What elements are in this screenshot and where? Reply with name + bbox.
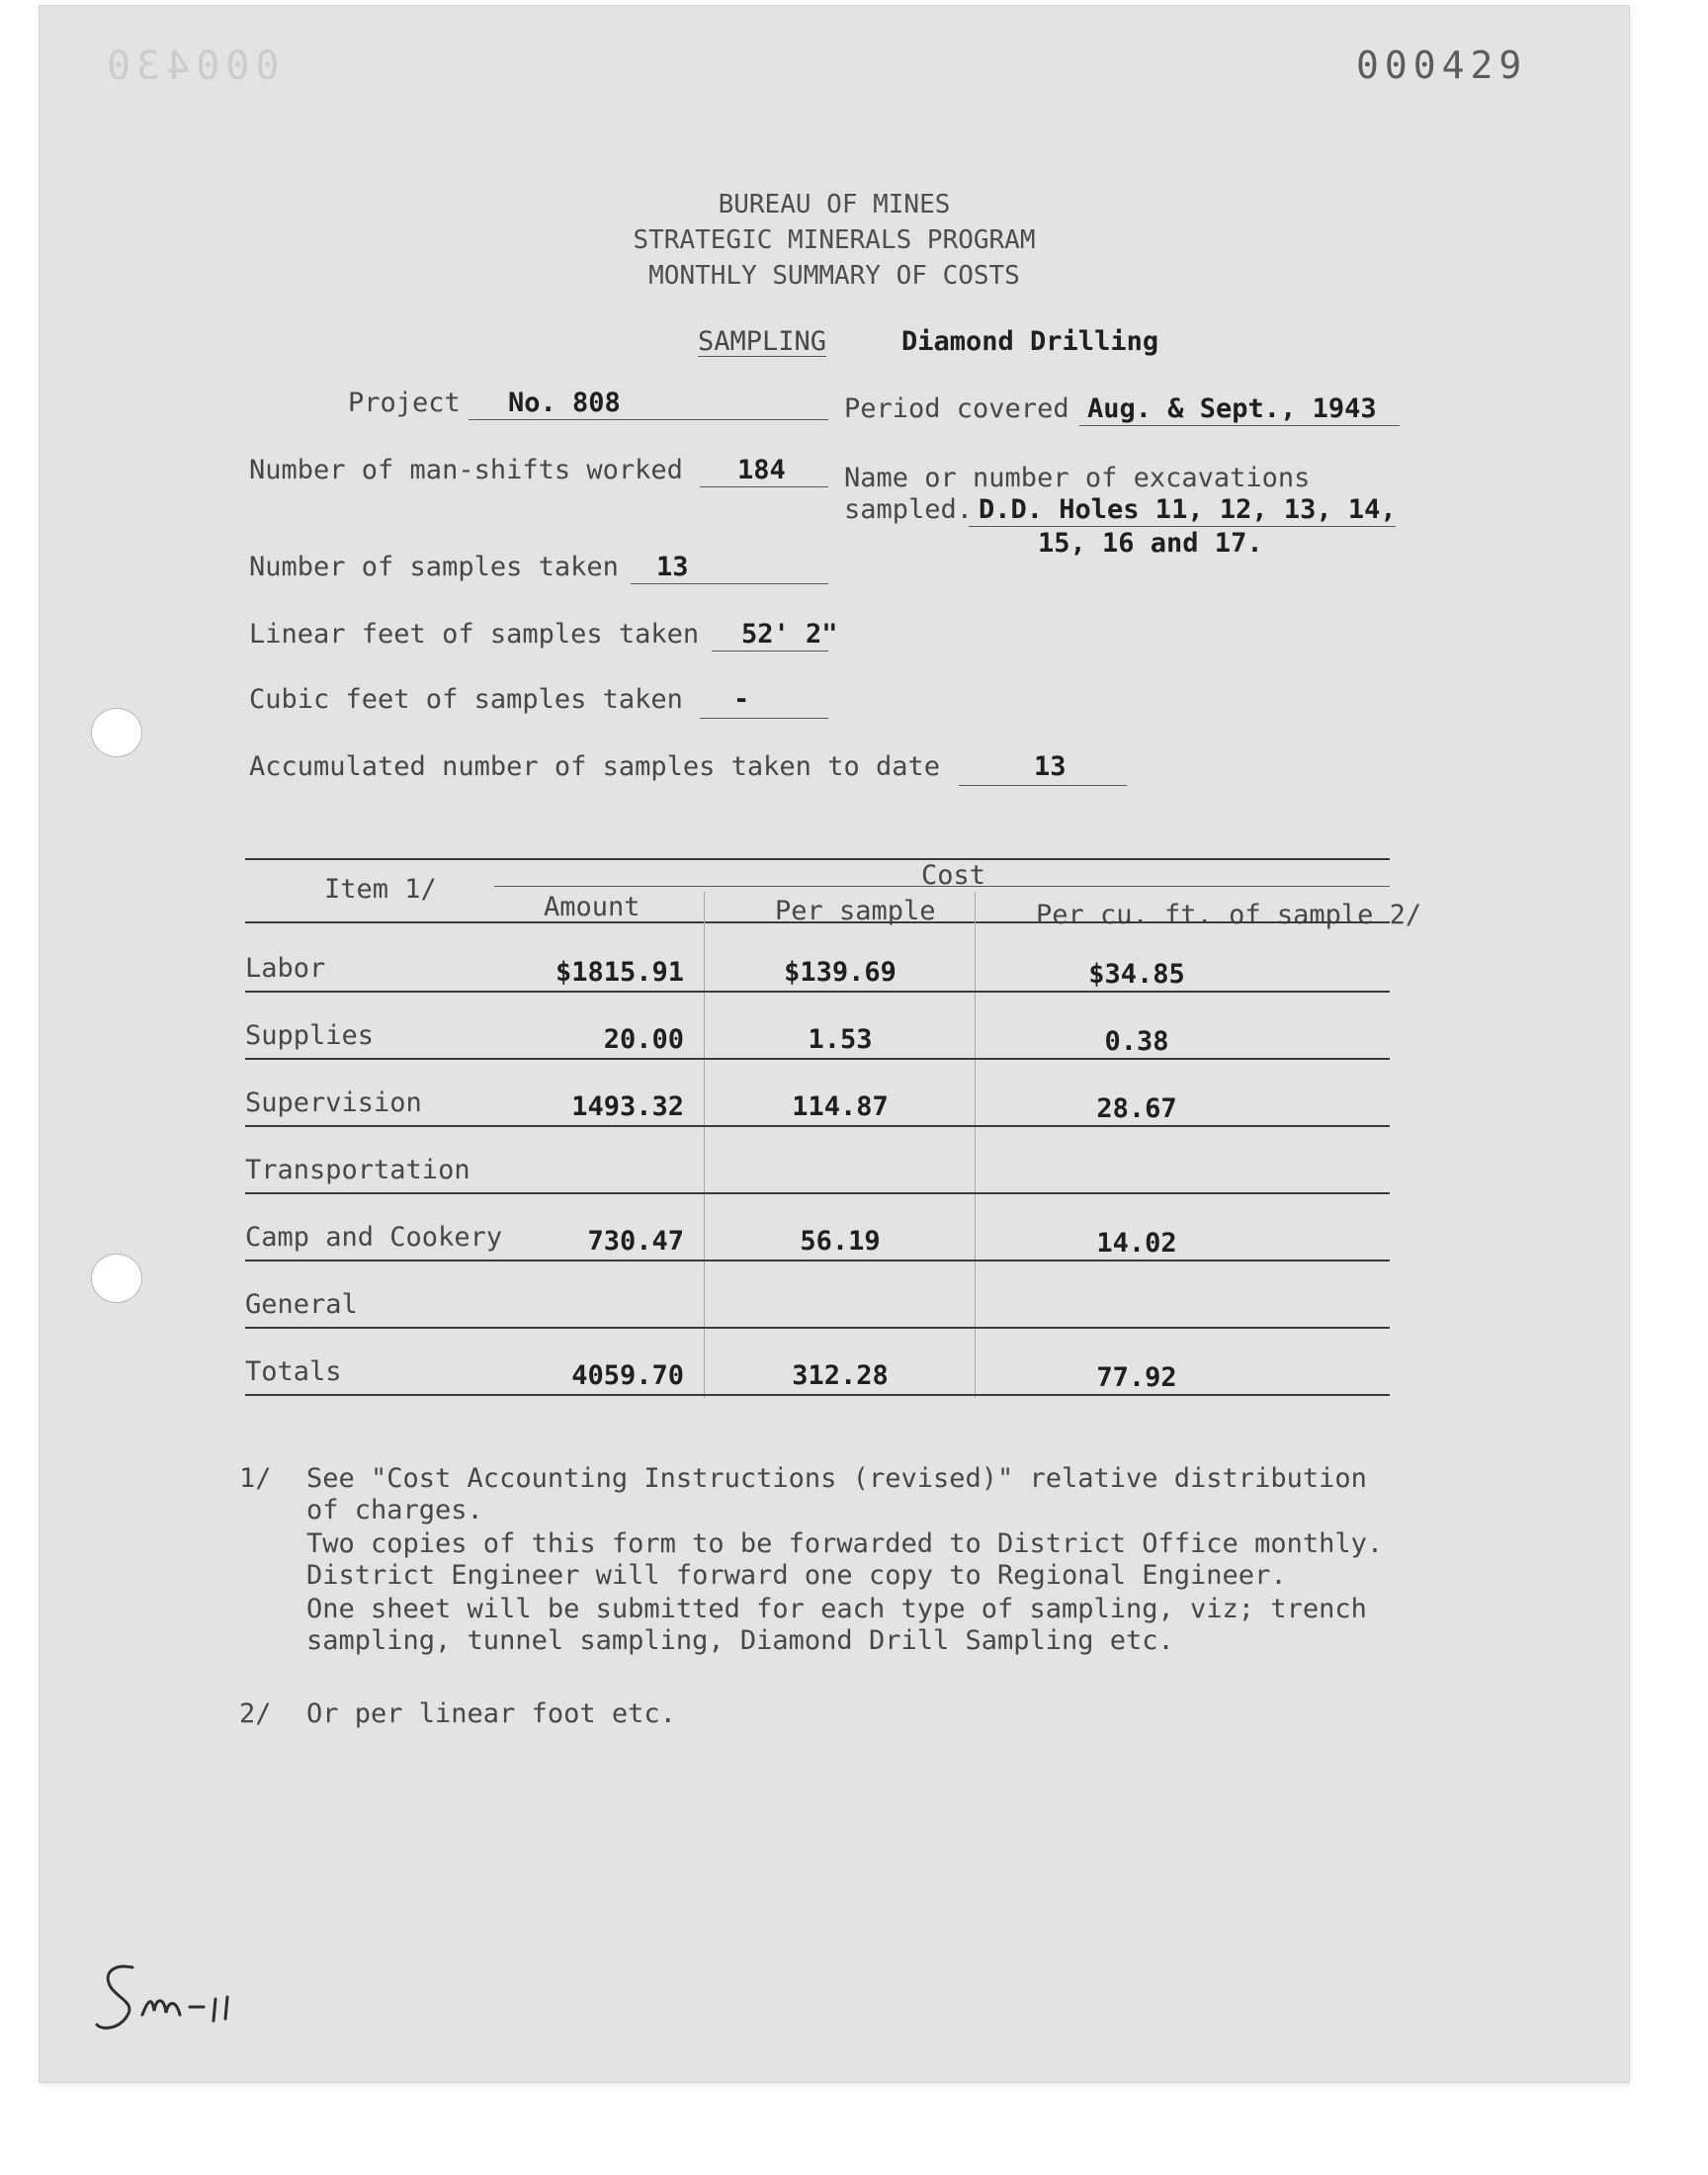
- samples-label: Number of samples taken: [249, 552, 619, 582]
- project-underline: [469, 419, 828, 420]
- period-label: Period covered: [844, 393, 1069, 424]
- row-item-general: General: [245, 1289, 358, 1320]
- bleed-through-number: 000430: [101, 44, 280, 89]
- row-per-cuft-supplies: 0.38: [1104, 1026, 1169, 1057]
- footnote-2-text: Or per linear foot etc.: [306, 1698, 676, 1729]
- column-divider-1: [704, 892, 705, 1398]
- column-per-sample: Per sample: [775, 896, 936, 926]
- man-shifts-underline: [700, 486, 828, 487]
- period-underline: [1079, 425, 1400, 426]
- man-shifts-label: Number of man-shifts worked: [249, 455, 683, 485]
- project-value: No. 808: [508, 388, 621, 418]
- cubic-feet-label: Cubic feet of samples taken: [249, 684, 683, 715]
- row-amount-supplies: 20.00: [603, 1024, 684, 1055]
- footnote-1-line-6: sampling, tunnel sampling, Diamond Drill Sampling etc.: [306, 1625, 1174, 1656]
- row-per-sample-supplies: 1.53: [808, 1024, 873, 1055]
- row-amount-supervision: 1493.32: [571, 1091, 684, 1122]
- document-sheet: [40, 6, 1629, 2082]
- excavations-label-1: Name or number of excavations: [844, 463, 1311, 493]
- row-per-sample-labor: $139.69: [784, 957, 897, 988]
- handwritten-signature: [93, 1959, 271, 2048]
- row-amount-totals: 4059.70: [571, 1360, 684, 1391]
- row-rule-labor: [245, 991, 1390, 993]
- header-bureau: BUREAU OF MINES: [718, 190, 951, 219]
- row-per-cuft-camp-and-cookery: 14.02: [1096, 1228, 1177, 1259]
- row-item-supervision: Supervision: [245, 1088, 422, 1118]
- row-item-transportation: Transportation: [245, 1155, 470, 1185]
- linear-feet-label: Linear feet of samples taken: [249, 619, 700, 650]
- row-rule-supervision: [245, 1125, 1390, 1127]
- header-program: STRATEGIC MINERALS PROGRAM: [633, 225, 1036, 255]
- row-per-cuft-labor: $34.85: [1088, 959, 1185, 990]
- row-per-sample-supervision: 114.87: [792, 1091, 889, 1122]
- row-per-cuft-totals: 77.92: [1096, 1362, 1177, 1393]
- row-rule-transportation: [245, 1192, 1390, 1194]
- row-per-sample-totals: 312.28: [792, 1360, 889, 1391]
- excavations-value-2: 15, 16 and 17.: [1038, 528, 1263, 559]
- row-rule-supplies: [245, 1058, 1390, 1060]
- footnote-1-line-3: Two copies of this form to be forwarded to District Office monthly.: [306, 1528, 1384, 1559]
- row-item-totals: Totals: [245, 1356, 342, 1387]
- samples-value: 13: [656, 552, 689, 582]
- accumulated-value: 13: [1034, 751, 1067, 782]
- row-rule-general: [245, 1327, 1390, 1329]
- punch-hole-bottom: [91, 1254, 142, 1303]
- man-shifts-value: 184: [737, 455, 786, 485]
- row-item-camp-and-cookery: Camp and Cookery: [245, 1222, 503, 1253]
- footnote-2-marker: 2/: [239, 1698, 272, 1729]
- column-per-cuft: Per cu. ft. of sample 2/: [1036, 900, 1422, 930]
- linear-feet-underline: [712, 651, 828, 652]
- excavations-value-1: D.D. Holes 11, 12, 13, 14,: [979, 494, 1397, 525]
- column-amount: Amount: [544, 892, 640, 922]
- cubic-feet-underline: [700, 718, 828, 719]
- period-value: Aug. & Sept., 1943: [1087, 393, 1377, 424]
- row-rule-camp-and-cookery: [245, 1260, 1390, 1262]
- footnote-1-line-4: District Engineer will forward one copy to Regional Engineer.: [306, 1560, 1287, 1591]
- sampling-type: Diamond Drilling: [901, 326, 1159, 357]
- table-top-rule: [245, 858, 1390, 860]
- samples-underline: [631, 583, 828, 584]
- item-header: Item 1/: [324, 874, 437, 905]
- project-label: Project: [348, 388, 461, 418]
- table-header-rule: [245, 921, 1390, 923]
- cubic-feet-value: -: [733, 684, 750, 715]
- footnote-1-line-2: of charges.: [306, 1495, 483, 1525]
- linear-feet-value: 52' 2": [741, 619, 838, 650]
- footnote-1-marker: 1/: [239, 1463, 272, 1494]
- excavations-label-2: sampled.: [844, 494, 974, 525]
- row-item-supplies: Supplies: [245, 1020, 375, 1051]
- row-item-labor: Labor: [245, 953, 326, 984]
- excavations-underline: [969, 526, 1396, 527]
- punch-hole-top: [91, 708, 142, 757]
- document-number: 000429: [1356, 44, 1528, 87]
- cost-header-rule: [494, 886, 1390, 887]
- accumulated-label: Accumulated number of samples taken to date: [249, 751, 940, 782]
- sampling-underline: [698, 356, 826, 357]
- header-summary: MONTHLY SUMMARY OF COSTS: [648, 261, 1020, 291]
- column-divider-2: [975, 892, 976, 1398]
- row-per-cuft-supervision: 28.67: [1096, 1093, 1177, 1124]
- row-rule-totals: [245, 1394, 1390, 1396]
- row-amount-labor: $1815.91: [555, 957, 684, 988]
- row-amount-camp-and-cookery: 730.47: [587, 1226, 684, 1257]
- accumulated-underline: [959, 785, 1127, 786]
- cost-header: Cost: [921, 860, 986, 891]
- sampling-label: SAMPLING: [698, 326, 827, 357]
- row-per-sample-camp-and-cookery: 56.19: [800, 1226, 881, 1257]
- footnote-1-line-5: One sheet will be submitted for each type of sampling, viz; trench: [306, 1594, 1367, 1624]
- footnote-1-line-1: See "Cost Accounting Instructions (revised)" relative distribution: [306, 1463, 1367, 1494]
